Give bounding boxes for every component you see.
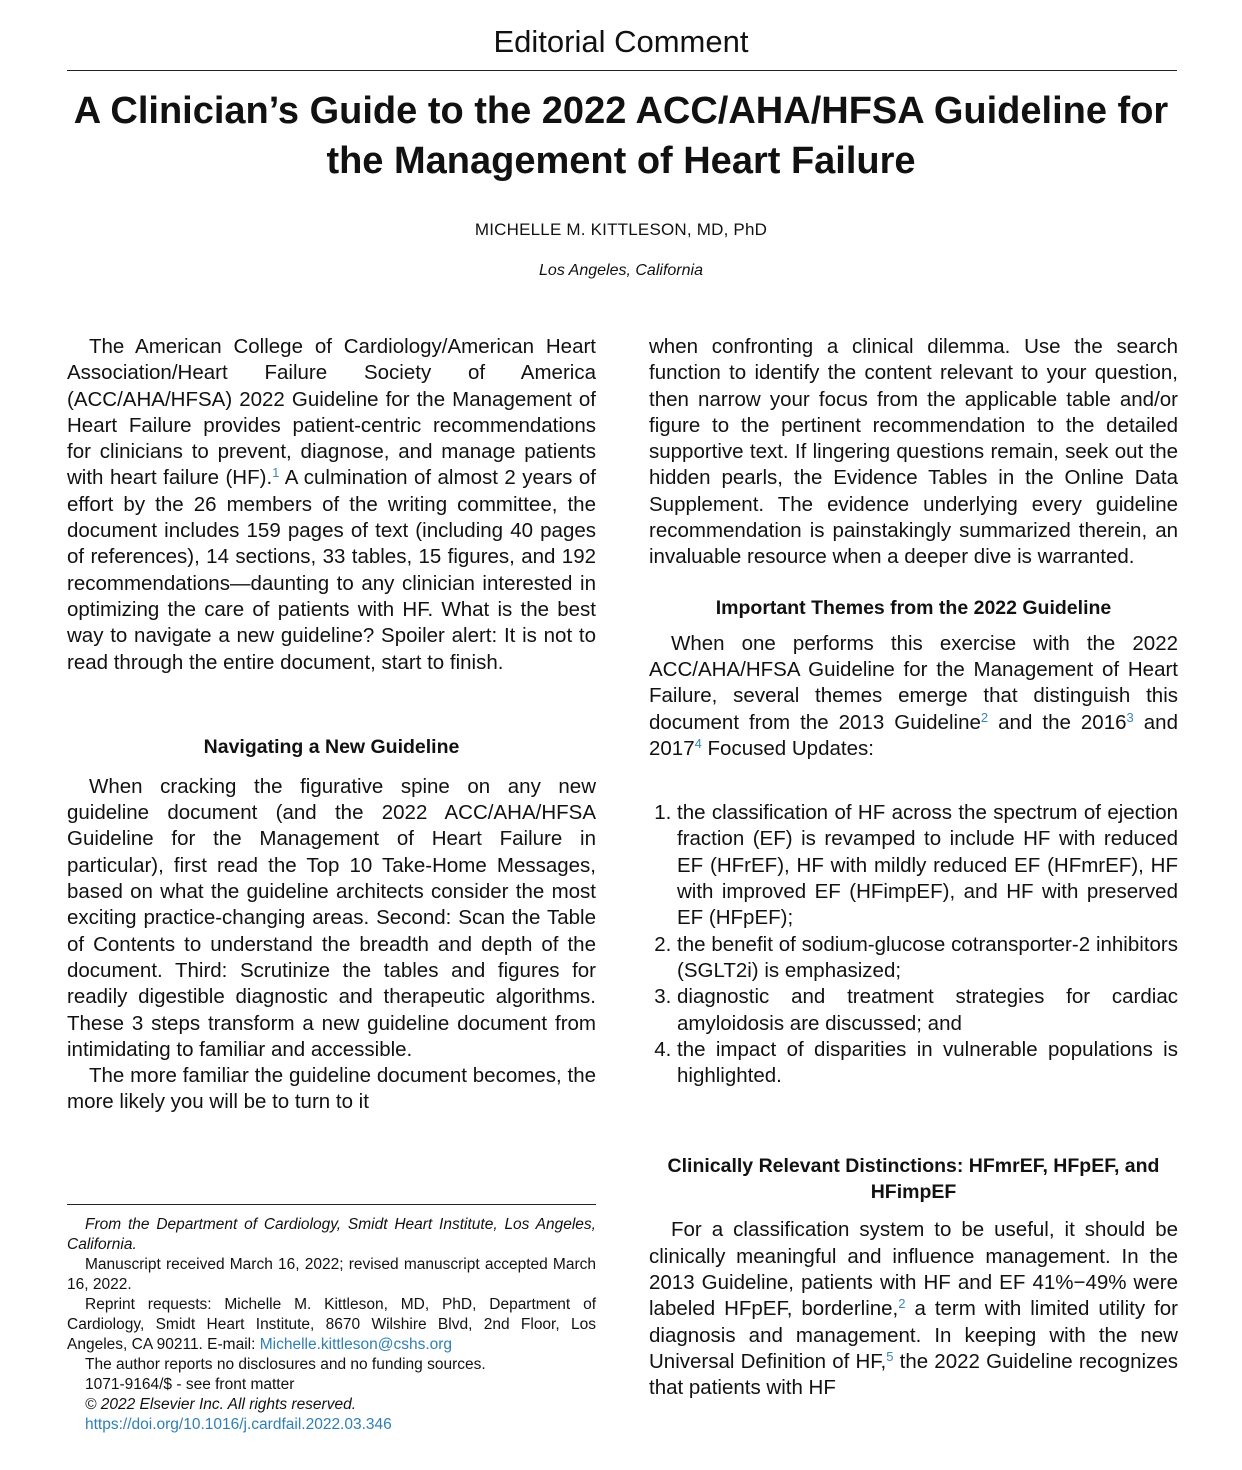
article-title: A Clinician’s Guide to the 2022 ACC/AHA/HFSA Guideline for the Management of Heart Failure xyxy=(73,90,1169,182)
list-item: 1. the classification of HF across the spectrum of ejection fraction (EF) is revamped to include HF with reduced EF (HFrEF), HF with mildly reduced EF (HFmrEF), HF with improved EF (HFimpEF), and HF with preserved EF (HFpEF); xyxy=(677,800,1178,931)
citation-link-2[interactable]: 2 xyxy=(980,709,989,725)
navigating-paragraph-1: When cracking the figurative spine on any new guideline document (and the 2022 ACC/AHA/HFSA Guideline for the Management of Heart Failure in particular), first read the Top 10 Take-Home Messages, based on what the guideline architects consider the most exciting practice-changing areas. Second: Scan the Table of Contents to understand the breadth and depth of the document. Third: Scrutinize the tables and figures for readily digestible diagnostic and therapeutic algorithms. These 3 steps transform a new guideline document from intimidating to familiar and accessible. xyxy=(67,774,596,1061)
citation-link-4[interactable]: 4 xyxy=(694,735,702,751)
themes-list xyxy=(649,800,1178,1089)
right-column xyxy=(649,334,1178,1402)
citation-link-3[interactable]: 3 xyxy=(1126,709,1134,725)
footnote-issn: 1071-9164/$ - see front matter xyxy=(85,1376,295,1393)
email-link[interactable]: Michelle.kittleson@cshs.org xyxy=(259,1336,453,1353)
left-column xyxy=(67,334,596,1116)
header-rule xyxy=(67,70,1177,71)
list-item: 3. diagnostic and treatment strategies for cardiac amyloidosis are discussed; and xyxy=(677,984,1178,1037)
intro-paragraph: The American College of Cardiology/American Heart Association/Heart Failure Society of America (ACC/AHA/HFSA) 2022 Guideline for the Management of Heart Failure provides patient-centric recommendations for clinicians to prevent, diagnose, and manage patients with heart failure (HF).$^1$ A culmination of almost 2 years of effort by the 26 members of the writing committee, the document includes 159 pages of text (including 40 pages of references), 14 sections, 33 tables, 15 figures, and 192 recommendations—daunting to any clinician interested in optimizing the care of patients with HF. What is the best way to navigate a new guideline? Spoiler alert: It is not to read through the entire document, start to finish. xyxy=(67,335,596,674)
list-item: 4. the impact of disparities in vulnerable populations is highlighted. xyxy=(677,1037,1178,1090)
themes-heading: Important Themes from the 2022 Guideline xyxy=(715,596,1112,619)
footnote-manuscript: Manuscript received March 16, 2022; revised manuscript accepted March 16, 2022. xyxy=(67,1256,596,1293)
footnote-disclosures: The author reports no disclosures and no funding sources. xyxy=(85,1356,486,1373)
author-affiliation: Los Angeles, California xyxy=(539,262,703,279)
section-label: Editorial Comment xyxy=(493,24,749,59)
citation-link-1[interactable]: 1 xyxy=(272,465,280,481)
author-name: MICHELLE M. KITTLESON, MD, PhD xyxy=(474,220,768,239)
navigating-paragraph-2: The more familiar the guideline document becomes, the more likely you will be to turn to it xyxy=(67,1064,596,1114)
footnote-department: From the Department of Cardiology, Smidt Heart Institute, Los Angeles, California. xyxy=(67,1216,596,1253)
distinctions-paragraph: For a classification system to be useful, it should be clinically meaningful and influence management. In the 2013 Guideline, patients with HF and EF 41%−49% were labeled HFpEF, borderline,$^2$ a term with limited utility for diagnosis and management. In keeping with the new Universal Definition of HF,$^5$ the 2022 Guideline recognizes that patients with HF xyxy=(649,1218,1179,1400)
doi-link[interactable]: https://doi.org/10.1016/j.cardfail.2022.03.346 xyxy=(85,1416,392,1433)
themes-paragraph: When one performs this exercise with the 2022 ACC/AHA/HFSA Guideline for the Management of Heart Failure, several themes emerge that distinguish this document from the 2013 Guideline$^2$ and the 2016$^3$ and 2017$^4$ Focused Updates: xyxy=(649,631,1178,760)
footnote-reprint: Reprint requests: Michelle M. Kittleson, MD, PhD, Department of Cardiology, Smidt Heart Institute, 8670 Wilshire Blvd, 2nd Floor, Los Angeles, CA 90211. E-mail: Michelle.kittleson@cshs.org xyxy=(67,1296,596,1353)
continued-paragraph: when confronting a clinical dilemma. Use the search function to identify the content relevant to your question, then narrow your focus from the applicable table and/or figure to the pertinent recommendation to the detailed supportive text. If lingering questions remain, seek out the hidden pearls, the Evidence Tables in the Online Data Supplement. The evidence underlying every guideline recommendation is painstakingly summarized therein, an invaluable resource when a deeper dive is warranted. xyxy=(649,335,1178,569)
navigating-heading: Navigating a New Guideline xyxy=(203,735,460,758)
distinctions-heading: Clinically Relevant Distinctions: HFmrEF, HFpEF, and HFimpEF xyxy=(667,1155,1160,1204)
citation-link-2b[interactable]: 2 xyxy=(898,1296,906,1312)
footnote-copyright: © 2022 Elsevier Inc. All rights reserved. xyxy=(85,1396,357,1413)
list-item: 2. the benefit of sodium-glucose cotransporter-2 inhibitors (SGLT2i) is emphasized; xyxy=(677,932,1178,985)
footnote-doi xyxy=(67,1415,596,1435)
citation-link-5[interactable]: 5 xyxy=(886,1348,894,1364)
footnotes xyxy=(67,1204,596,1435)
